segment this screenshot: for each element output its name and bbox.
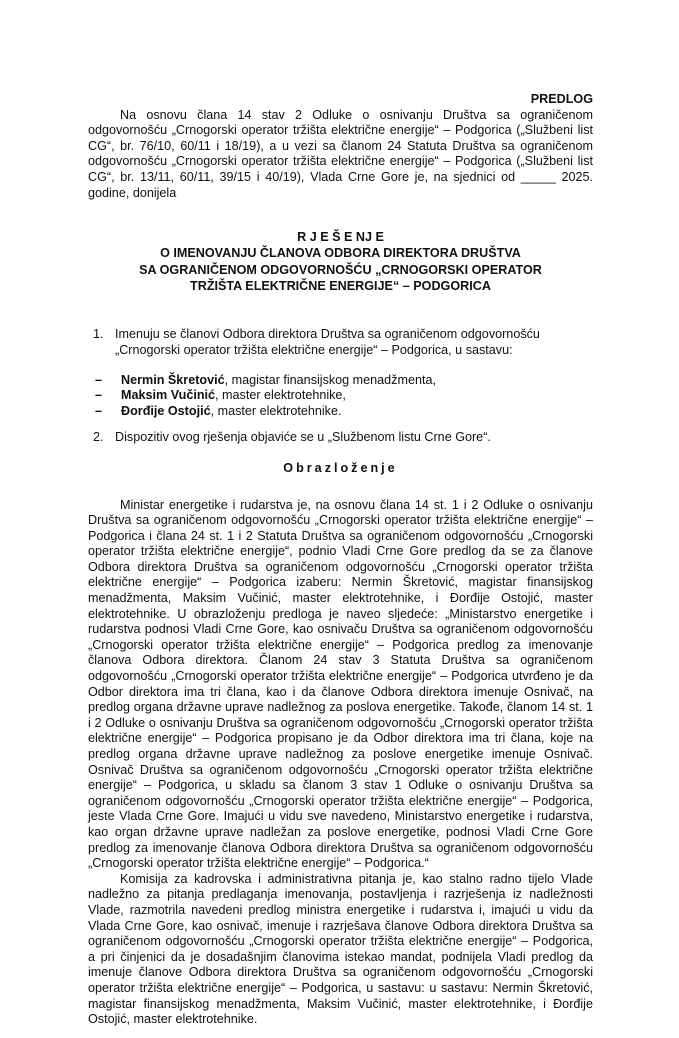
document-page	[88, 0, 593, 1038]
member-title: , master elektrotehnike.	[210, 403, 342, 418]
item-text: Imenuju se članovi Odbora direktora Društva sa ograničenom odgovornošću „Crnogorski operator tržišta električne energije“ – Podgorica, u sastavu:	[115, 327, 540, 357]
dash-bullet: –	[95, 372, 103, 387]
member-title: , magistar finansijskog menadžmenta,	[224, 372, 436, 387]
decision-title-line: SA OGRANIČENOM ODGOVORNOŠĆU „CRNOGORSKI OPERATOR	[139, 262, 542, 277]
member-title: , master elektrotehnike,	[215, 388, 346, 403]
decision-title-line: O IMENOVANJU ČLANOVA ODBORA DIREKTORA DRUŠTVA	[160, 246, 521, 261]
predlog-label: PREDLOG	[530, 92, 593, 106]
item-number: 1.	[93, 327, 104, 342]
member-name: Nermin Škretović	[121, 372, 225, 387]
item-number: 2.	[93, 430, 104, 445]
decision-heading: R J E Š E NJ E	[297, 230, 384, 245]
member-name: Đorđije Ostojić	[121, 403, 211, 418]
member-item	[88, 373, 593, 389]
member-name: Maksim Vučinić	[121, 388, 216, 403]
decision-title	[88, 229, 593, 294]
preamble-paragraph: Na osnovu člana 14 stav 2 Odluke o osnivanju Društva sa ograničenom odgovornošću „Crnogorski operator tržišta električne energije“ – Podgorica („Službeni list CG“, br. 76/10, 60/11 i 18/19), a u vezi sa članom 24 Statuta Društva sa ograničenom odgovornošću „Crnogorski operator tržišta električne energije“ – Podgorica („Službeni list CG“, br. 13/11, 60/11, 39/15 i 40/19), Vlada Crne Gore je, na sjednici od _____ 2025. godine, donijela	[88, 107, 593, 200]
reasoning-paragraph: Ministar energetike i rudarstva je, na osnovu člana 14 st. 1 i 2 Odluke o osnivanju Društva sa ograničenom odgovornošću „Crnogorski operator tržišta električne energije“ – Podgorica i člana 24 st. 1 i 2 Statuta Društva sa ograničenom odgovornošću „Crnogorski operator tržišta električne energije“, podnio Vladi Crne Gore predlog da se za članove Odbora direktora Društva sa ograničenom odgovornošću „Crnogorski operator tržišta električne energije“ – Podgorica izaberu: Nermin Škretović, magistar finansijskog menadžmenta, Maksim Vučinić, master elektrotehnike, i Đorđije Ostojić, master elektrotehnike. U obrazloženju predloga je naveo sljedeće: „Ministarstvo energetike i rudarstva podnosi Vladi Crne Gore, kao osnivaču Društva sa ograničenom odgovornošću „Crnogorski operator tržišta električne energije“ – Podgorica predlog za imenovanje članova Odbora direktora. Članom 24 stav 3 Statuta Društva sa ograničenom odgovornošću „Crnogorski operator tržišta električne energije“ – Podgorica utvrđeno je da Odbor direktora ima tri člana, kao i da članove Odbora direktora imenuje Osnivač, na predlog organa državne uprave nadležnog za poslova energetike. Takođe, članom 14 st. 1 i 2 Odluke o osnivanju Društva sa ograničenom odgovornošću „Crnogorski operator tržišta električne energije“ – Podgorica propisano je da Odbor direktora ima tri člana, koje na predlog organa državne uprave nadležnog za poslove energetike imenuje Osnivač. Osnivač Društva sa ograničenom odgovornošću „Crnogorski operator tržišta električne energije“ – Podgorica, u skladu sa članom 3 stav 1 Odluke o osnivanju Društva sa ograničenom odgovornošću „Crnogorski operator tržišta električne energije“ – Podgorica, jeste Vlada Crne Gore. Imajući u vidu sve navedeno, Ministarstvo energetike i rudarstva, kao organ državne uprave nadležan za poslove energetike, podnosi Vladi Crne Gore predlog za imenovanje članova Odbora direktora Društva sa ograničenom odgovornošću „Crnogorski operator tržišta električne energije“ – Podgorica.“	[88, 497, 593, 871]
numbered-item	[88, 327, 593, 358]
member-item	[88, 388, 593, 404]
item-text: Dispozitiv ovog rješenja objaviće se u „Službenom listu Crne Gore“.	[115, 430, 491, 445]
reasoning-heading: Obrazloženje	[283, 460, 398, 475]
numbered-item	[88, 430, 593, 446]
decision-title-line: TRŽIŠTA ELEKTRIČNE ENERGIJE“ – PODGORICA	[190, 279, 491, 294]
member-list	[88, 373, 593, 420]
member-item	[88, 404, 593, 420]
dash-bullet: –	[95, 403, 103, 418]
reasoning-paragraph: Komisija za kadrovska i administrativna pitanja je, kao stalno radno tijelo Vlade nadležno za pitanja predlaganja imenovanja, postavljenja i razrješenja iz nadležnosti Vlade, razmotrila navedeni predlog ministra energetike i rudarstva i, imajući u vidu da Vlada Crne Gore, kao osnivač, imenuje i razrješava članove Odbora direktora Društva sa ograničenom odgovornošću „Crnogorski operator tržišta električne energije“ – Podgorica, a pri činjenici da je dosadašnjim članovima istekao mandat, podnijela Vladi predlog da imenuje članove Odbora direktora Društva sa ograničenom odgovornošću „Crnogorski operator tržišta električne energije“ – Podgorica, u sastavu: u sastavu: Nermin Škretović, magistar finansijskog menadžmenta, Maksim Vučinić, master elektrotehnike, i Đorđije Ostojić, master elektrotehnike.	[88, 871, 593, 1027]
dash-bullet: –	[95, 388, 103, 403]
